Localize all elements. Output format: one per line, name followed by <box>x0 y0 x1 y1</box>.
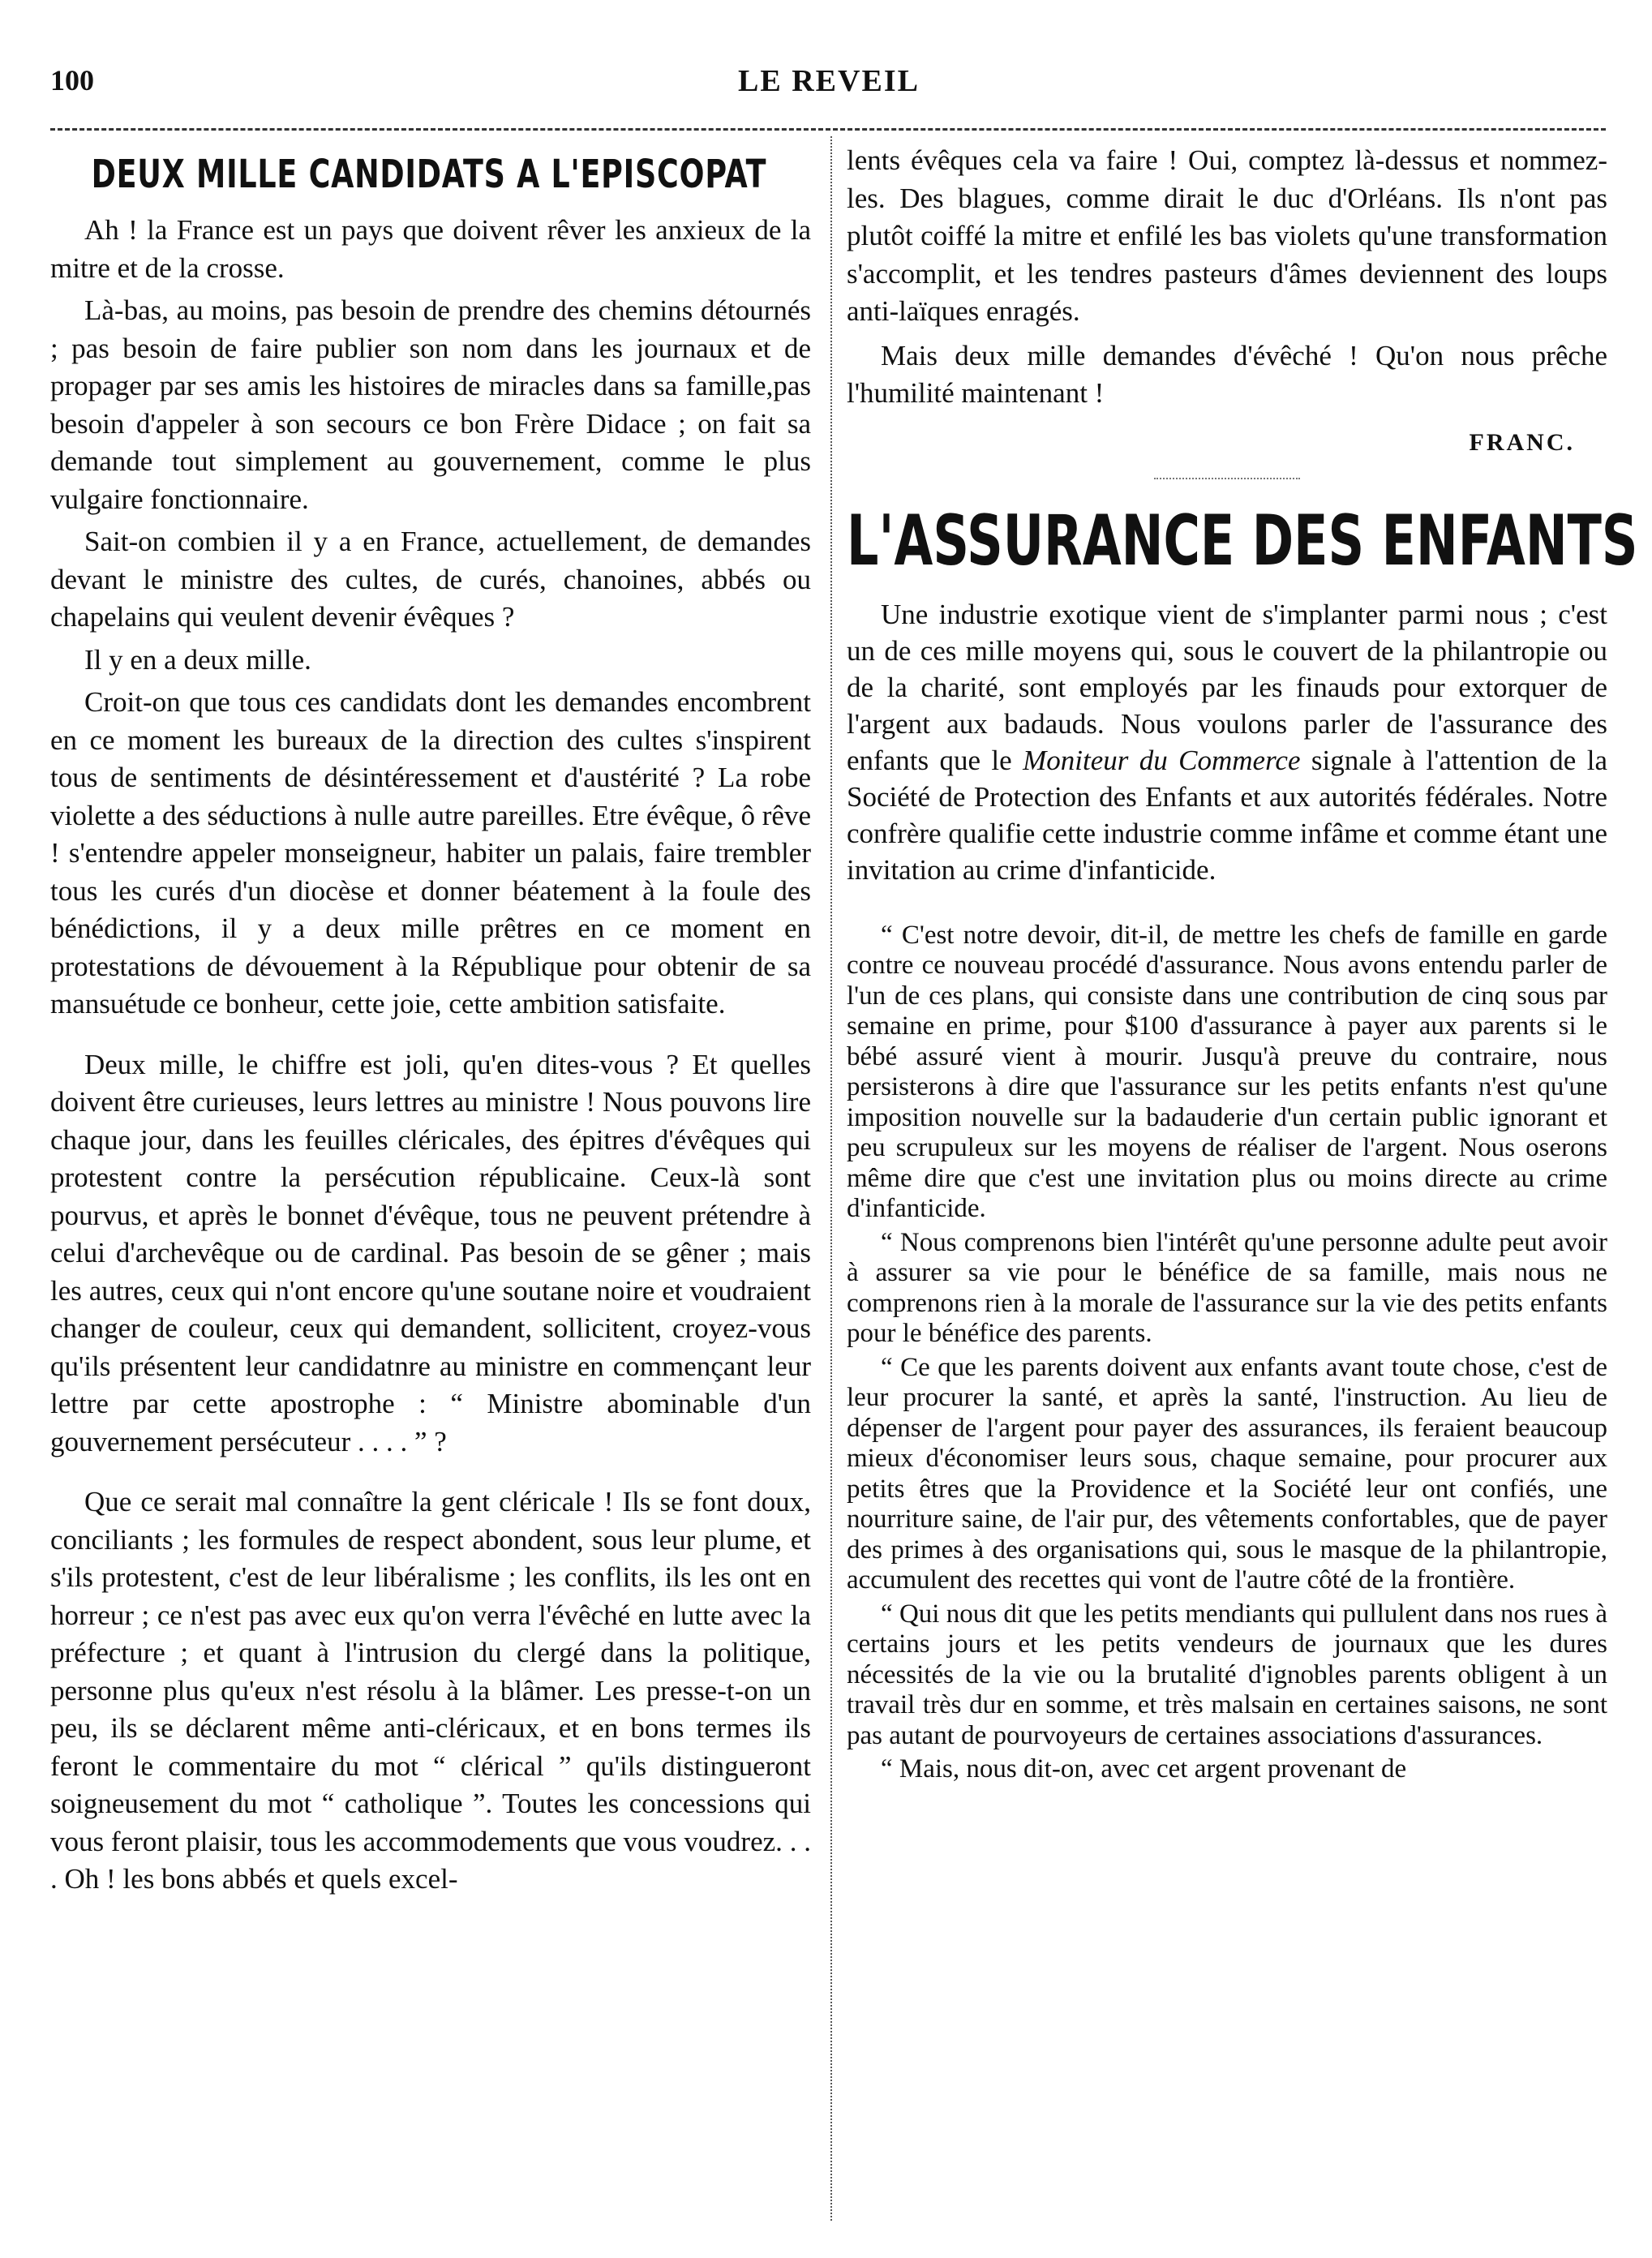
article1-paragraph-6: Deux mille, le chiffre est joli, qu'en dites-vous ? Et quelles doivent être curieuses, leurs lettres au ministre ! Nous pouvons lire chaque jour, dans les feuilles cléricales, des épitres d'évêques qui protestent contre la persécution républicaine. Ceux-là sont pourvus, et après le bonnet d'évêque, tous ne peuvent prétendre à celui d'archevêque ou de cardinal. Pas besoin de se gêner ; mais les autres, ceux qui n'ont encore qu'une soutane noire et voudraient changer de couleur, ceux qui demandent, sollicitent, croyez-vous qu'ils présentent leur candidatnre au ministre en commençant leur lettre par cette apostrophe : “ Ministre abominable d'un gouvernement persécuteur . . . . ” ? <box>50 1048 811 1457</box>
running-title: LE REVEIL <box>738 64 920 98</box>
article1-continuation-2: Mais deux mille demandes d'évêché ! Qu'on nous prêche l'humilité maintenant ! <box>847 339 1607 409</box>
article1-paragraph-5: Croit-on que tous ces candidats dont les demandes encombrent en ce moment les bureaux de la direction des cultes s'inspirent tous de sentiments de désintéressement et d'austérité ? La robe violette a des séductions à nulle autre pareilles. Etre évêque, ô rêve ! s'entendre appeler monseigneur, habiter un palais, faire trembler tous les curés d'un diocèse et donner béatement à la foule des bénédictions, il y a deux mille prêtres en ce moment en protestations de dévouement à la République pour obtenir de sa mansuétude ce bonheur, cette joie, cette ambition satisfaite. <box>50 686 811 1020</box>
column-rule <box>830 136 832 2221</box>
header-rule <box>50 128 1606 131</box>
article1-paragraph-4: Il y en a deux mille. <box>84 643 311 676</box>
article1-paragraph-2: Là-bas, au moins, pas besoin de prendre des chemins détournés ; pas besoin de faire publier son nom dans les journaux et de propager par ses amis les histoires de miracles dans sa famille,pas besoin d'appeler à son secours ce bon Frère Didace ; on fait sa demande tout simplement au gouvernement, comme le plus vulgaire fonctionnaire. <box>50 294 811 515</box>
article2-quote-5: “ Mais, nous dit-on, avec cet argent provenant de <box>881 1754 1407 1784</box>
article1-paragraph-3: Sait-on combien il y a en France, actuellement, de demandes devant le ministre des cultes, de curés, chanoines, abbés ou chapelains qui veulent devenir évêques ? <box>50 526 811 633</box>
page-header <box>50 63 1607 112</box>
article1-continuation <box>847 142 1607 457</box>
article2-intro <box>847 596 1607 888</box>
article2-quote-3: “ Ce que les parents doivent aux enfants avant toute chose, c'est de leur procurer la santé, et après la santé, l'instruction. Au lieu de dépenser de l'argent pour payer des assurances, ils feraient beaucoup mieux d'économiser leurs sous, chaque semaine, pour procurer aux petits êtres que la Providence et la Société leur ont confiés, une nourriture saine, de l'air pur, des vêtements confortables, que de payer des primes à des organisations qui, sous le masque de la philantropie, accumulent des recettes qui vont de l'autre côté de la frontière. <box>847 1352 1607 1595</box>
article1-paragraph-7: Que ce serait mal connaître la gent cléricale ! Ils se font doux, conciliants ; les formules de respect abondent, sous leur plume, et s'ils protestent, c'est de leur libéralisme ; les conflits, ils les ont en horreur ; ce n'est pas avec eux qu'on verra l'évêché en lutte avec la préfecture ; et quant à l'intrusion du clergé dans la politique, personne plus qu'eux n'est résolu à la blâmer. Les presse-t-on un peu, ils se déclarent même anti-cléricaux, et en bons termes ils feront le commentaire du mot “ clérical ” qu'ils distingueront soigneusement du mot “ catholique ”. Toutes les concessions qui vous feront plaisir, tous les accommodements que vous voudrez. . . . Oh ! les bons abbés et quels excel- <box>50 1486 811 1895</box>
article-separator <box>1154 478 1300 479</box>
article1-title: DEUX MILLE CANDIDATS A L'EPISCOPAT <box>91 152 767 197</box>
article2-quote-1: “ C'est notre devoir, dit-il, de mettre les chefs de famille en garde contre ce nouveau procédé d'assurance. Nous avons entendu parler de l'un de ces plans, qui consiste dans une contribution de cinq sous par semaine en prime, pour $100 d'assurance à payer aux parents si le bébé assuré vient à mourir. Jusqu'à preuve du contraire, nous persisterons à dire que l'assurance sur les petits enfants n'est qu'une imposition nouvelle sur la badauderie d'un certain public ignorant et peu scrupuleux sur les moyens de réaliser de l'argent. Nous oserons même dire que c'est une invitation plus ou moins directe au crime d'infanticide. <box>847 920 1607 1223</box>
article2-intro-italic: Moniteur du Commerce <box>1023 744 1301 776</box>
article1-continuation-1: lents évêques cela va faire ! Oui, comptez là-dessus et nommez-les. Des blagues, comme dirait le duc d'Orléans. Ils n'ont pas plutôt coiffé la mitre et enfilé les bas violets qu'une transformation s'accomplit, et les tendres pasteurs d'âmes deviennent des loups anti-laïques enragés. <box>847 144 1607 327</box>
page-number: 100 <box>50 64 94 97</box>
right-column <box>847 142 1638 1785</box>
article2-intro-text-end: signale à l'attention de la Société de Protection des Enfants et aux autorités fédérales. Notre confrère qualifie cette industrie comme infâme et comme étant une invitation au crime d'infanticide. <box>847 744 1607 886</box>
article2 <box>847 500 1638 1785</box>
article1-paragraph-1: Ah ! la France est un pays que doivent rêver les anxieux de la mitre et de la crosse. <box>50 214 811 284</box>
article1-signature: FRANC. <box>1469 428 1575 456</box>
left-column <box>50 142 811 1899</box>
article2-intro-text: Une industrie exotique vient de s'implanter parmi nous ; c'est un de ces mille moyens qui, sous le couvert de la philantropie ou de la charité, sont employés par les finauds pour extorquer de l'argent aux badauds. Nous voulons parler de l'assurance des enfants que le <box>847 598 1607 776</box>
article2-quote-2: “ Nous comprenons bien l'intérêt qu'une personne adulte peut avoir à assurer sa vie pour le bénéfice de sa famille, mais nous ne comprenons rien à la morale de l'assurance sur la vie des petits enfants pour le bénéfice des parents. <box>847 1227 1607 1348</box>
article2-title: L'ASSURANCE DES ENFANTS <box>847 500 1638 582</box>
article2-quote-4: “ Qui nous dit que les petits mendiants qui pullulent dans nos rues à certains jours et les petits vendeurs de journaux que les dures nécessités de la vie ou la brutalité d'ignobles parents obligent à un travail très dur en somme, et très malsain en certaines saisons, ne sont pas autant de pourvoyeurs de certaines associations d'assurances. <box>847 1599 1607 1750</box>
